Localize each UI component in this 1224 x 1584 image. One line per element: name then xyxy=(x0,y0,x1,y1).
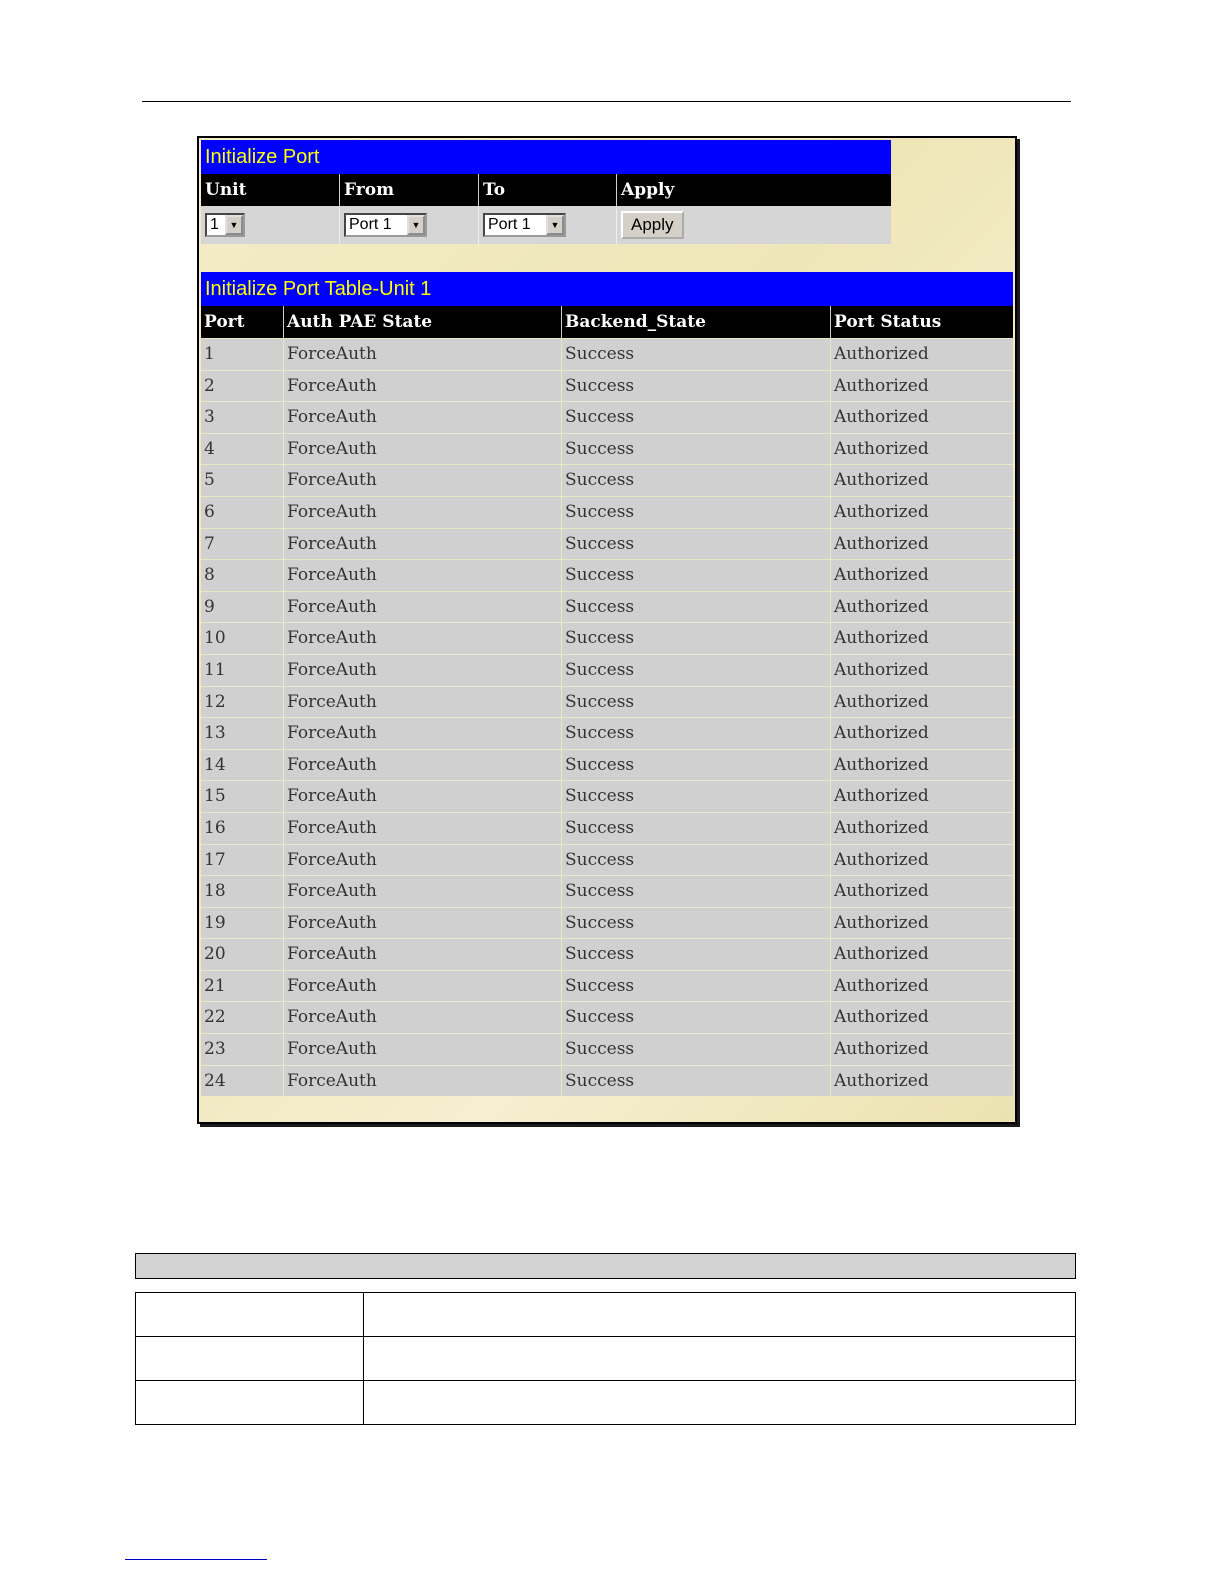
from-header: From xyxy=(340,174,479,206)
port-cell: 13 xyxy=(201,718,284,749)
chevron-down-icon[interactable]: ▼ xyxy=(546,215,564,235)
port-cell: 1 xyxy=(201,339,284,370)
backend-state-cell: Success xyxy=(562,1034,831,1065)
port-status-cell: Authorized xyxy=(834,1039,929,1060)
apply-cell xyxy=(617,206,891,244)
from-port-select[interactable] xyxy=(344,213,427,237)
backend-state-cell: Success xyxy=(562,529,831,560)
backend-state-cell: Success xyxy=(562,939,831,970)
backend-state-cell: Success xyxy=(562,687,831,718)
backend-state-cell: Success xyxy=(562,497,831,528)
port-status-cell: Authorized xyxy=(834,533,929,554)
backend-state-cell: Success xyxy=(562,623,831,654)
port-status-cell: Authorized xyxy=(834,881,929,902)
backend-state-cell: Success xyxy=(562,371,831,402)
port-cell: 9 xyxy=(201,592,284,623)
port-cell: 19 xyxy=(201,908,284,939)
table-row xyxy=(201,907,1013,939)
port-cell: 22 xyxy=(201,1002,284,1033)
auth-pae-state-cell: ForceAuth xyxy=(284,371,562,402)
description-detail-cell xyxy=(364,1337,1075,1380)
auth-pae-state-cell: ForceAuth xyxy=(284,750,562,781)
table-row xyxy=(201,1065,1013,1097)
port-status-cell: Authorized xyxy=(834,501,929,522)
description-row xyxy=(136,1337,1075,1381)
port-status-cell: Authorized xyxy=(834,849,929,870)
auth-pae-state-cell: ForceAuth xyxy=(284,434,562,465)
port-status-cell: Authorized xyxy=(834,628,929,649)
backend-state-cell: Success xyxy=(562,592,831,623)
table-row xyxy=(201,559,1013,591)
backend-state-cell: Success xyxy=(562,655,831,686)
port-status-cell: Authorized xyxy=(834,375,929,396)
footer-link-underline xyxy=(125,1559,267,1560)
backend-state-cell: Success xyxy=(562,718,831,749)
port-status-cell: Authorized xyxy=(834,975,929,996)
port-cell: 6 xyxy=(201,497,284,528)
auth-pae-state-cell: ForceAuth xyxy=(284,560,562,591)
port-cell: 12 xyxy=(201,687,284,718)
unit-select-value: 1 xyxy=(210,216,219,233)
backend-state-cell: Success xyxy=(562,845,831,876)
table-header-row xyxy=(201,306,1013,338)
auth-pae-state-cell: ForceAuth xyxy=(284,813,562,844)
unit-header: Unit xyxy=(201,174,340,206)
backend-state-cell: Success xyxy=(562,434,831,465)
description-table-header xyxy=(135,1253,1076,1279)
auth-pae-state-cell: ForceAuth xyxy=(284,718,562,749)
backend-state-cell: Success xyxy=(562,781,831,812)
initialize-port-screenshot xyxy=(197,136,1017,1124)
port-status-cell: Authorized xyxy=(834,438,929,459)
table-row xyxy=(201,1001,1013,1033)
to-select-value: Port 1 xyxy=(488,216,531,233)
table-row xyxy=(201,686,1013,718)
table-row xyxy=(201,338,1013,370)
table-title: Initialize Port Table-Unit 1 xyxy=(201,272,1013,306)
description-term-cell xyxy=(136,1293,364,1336)
chevron-down-icon[interactable]: ▼ xyxy=(407,215,425,235)
description-term-cell xyxy=(136,1381,364,1424)
table-row xyxy=(201,812,1013,844)
to-header: To xyxy=(479,174,617,206)
port-cell: 14 xyxy=(201,750,284,781)
table-row xyxy=(201,370,1013,402)
port-status-cell: Authorized xyxy=(834,659,929,680)
port-cell: 18 xyxy=(201,876,284,907)
auth-pae-state-cell: ForceAuth xyxy=(284,655,562,686)
table-row xyxy=(201,717,1013,749)
backend-state-cell: Success xyxy=(562,402,831,433)
auth-pae-state-cell: ForceAuth xyxy=(284,339,562,370)
port-status-cell: Authorized xyxy=(834,407,929,428)
unit-select[interactable] xyxy=(205,213,245,237)
backend-state-cell: Success xyxy=(562,813,831,844)
auth-pae-state-cell: ForceAuth xyxy=(284,845,562,876)
backend-state-cell: Success xyxy=(562,339,831,370)
port-column-header: Port xyxy=(201,306,284,338)
backend-state-column-header: Backend_State xyxy=(562,306,831,338)
auth-pae-state-cell: ForceAuth xyxy=(284,623,562,654)
table-row xyxy=(201,938,1013,970)
port-cell: 23 xyxy=(201,1034,284,1065)
table-row xyxy=(201,496,1013,528)
port-cell: 15 xyxy=(201,781,284,812)
port-cell: 21 xyxy=(201,971,284,1002)
port-cell: 24 xyxy=(201,1066,284,1097)
backend-state-cell: Success xyxy=(562,908,831,939)
table-row xyxy=(201,844,1013,876)
backend-state-cell: Success xyxy=(562,1002,831,1033)
description-term-cell xyxy=(136,1337,364,1380)
unit-cell xyxy=(201,206,340,244)
port-status-cell: Authorized xyxy=(834,944,929,965)
table-row xyxy=(201,654,1013,686)
table-row xyxy=(201,464,1013,496)
chevron-down-icon[interactable]: ▼ xyxy=(225,215,243,235)
auth-pae-state-cell: ForceAuth xyxy=(284,939,562,970)
auth-pae-state-cell: ForceAuth xyxy=(284,402,562,433)
port-status-cell: Authorized xyxy=(834,344,929,364)
backend-state-cell: Success xyxy=(562,1066,831,1097)
auth-pae-state-cell: ForceAuth xyxy=(284,465,562,496)
port-cell: 10 xyxy=(201,623,284,654)
port-cell: 2 xyxy=(201,371,284,402)
port-cell: 20 xyxy=(201,939,284,970)
auth-pae-state-cell: ForceAuth xyxy=(284,1034,562,1065)
table-row xyxy=(201,528,1013,560)
table-row xyxy=(201,622,1013,654)
form-title: Initialize Port xyxy=(201,140,891,174)
port-status-cell: Authorized xyxy=(834,817,929,838)
initialize-port-form xyxy=(201,140,891,244)
backend-state-cell: Success xyxy=(562,750,831,781)
backend-state-cell: Success xyxy=(562,876,831,907)
port-status-cell: Authorized xyxy=(834,754,929,775)
port-cell: 3 xyxy=(201,402,284,433)
port-cell: 7 xyxy=(201,529,284,560)
from-select-value: Port 1 xyxy=(349,216,392,233)
port-cell: 5 xyxy=(201,465,284,496)
auth-pae-state-cell: ForceAuth xyxy=(284,908,562,939)
auth-pae-state-cell: ForceAuth xyxy=(284,876,562,907)
from-cell xyxy=(340,206,479,244)
port-status-cell: Authorized xyxy=(834,1070,929,1091)
table-row xyxy=(201,875,1013,907)
port-cell: 4 xyxy=(201,434,284,465)
auth-pae-state-column-header: Auth PAE State xyxy=(284,306,562,338)
table-row xyxy=(201,591,1013,623)
apply-header: Apply xyxy=(621,180,675,200)
header-rule xyxy=(142,101,1071,102)
auth-pae-state-cell: ForceAuth xyxy=(284,971,562,1002)
description-detail-cell xyxy=(364,1293,1075,1336)
table-row xyxy=(201,401,1013,433)
to-port-select[interactable] xyxy=(483,213,566,237)
table-row xyxy=(201,1033,1013,1065)
apply-button[interactable]: Apply xyxy=(621,211,684,239)
auth-pae-state-cell: ForceAuth xyxy=(284,687,562,718)
auth-pae-state-cell: ForceAuth xyxy=(284,1066,562,1097)
port-cell: 17 xyxy=(201,845,284,876)
port-status-cell: Authorized xyxy=(834,723,929,744)
port-status-cell: Authorized xyxy=(834,1007,929,1028)
backend-state-cell: Success xyxy=(562,971,831,1002)
auth-pae-state-cell: ForceAuth xyxy=(284,781,562,812)
form-controls-row xyxy=(201,206,891,244)
port-status-cell: Authorized xyxy=(834,470,929,491)
auth-pae-state-cell: ForceAuth xyxy=(284,592,562,623)
description-row xyxy=(136,1381,1075,1424)
initialize-port-table xyxy=(201,272,1013,1096)
backend-state-cell: Success xyxy=(562,560,831,591)
table-row xyxy=(201,433,1013,465)
auth-pae-state-cell: ForceAuth xyxy=(284,497,562,528)
port-status-cell: Authorized xyxy=(834,691,929,712)
table-row xyxy=(201,780,1013,812)
description-detail-cell xyxy=(364,1381,1075,1424)
description-row xyxy=(136,1293,1075,1337)
auth-pae-state-cell: ForceAuth xyxy=(284,529,562,560)
port-status-column-header: Port Status xyxy=(834,312,942,332)
auth-pae-state-cell: ForceAuth xyxy=(284,1002,562,1033)
table-body xyxy=(201,338,1013,1096)
backend-state-cell: Success xyxy=(562,465,831,496)
table-row xyxy=(201,749,1013,781)
to-cell xyxy=(479,206,617,244)
port-status-cell: Authorized xyxy=(834,786,929,807)
description-table xyxy=(135,1292,1076,1425)
port-status-cell: Authorized xyxy=(834,565,929,586)
port-status-cell: Authorized xyxy=(834,912,929,933)
port-cell: 8 xyxy=(201,560,284,591)
port-cell: 16 xyxy=(201,813,284,844)
port-status-cell: Authorized xyxy=(834,596,929,617)
table-row xyxy=(201,970,1013,1002)
port-cell: 11 xyxy=(201,655,284,686)
form-header-row xyxy=(201,174,891,206)
